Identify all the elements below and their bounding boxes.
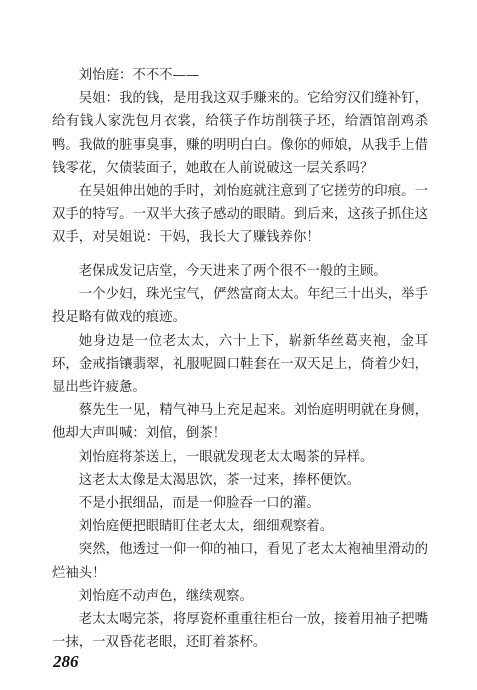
paragraph: 吴姐：我的钱，是用我这双手赚来的。它给穷汉们缝补钉，给有钱人家洗包月衣裳，给筷子作坊削筷子坯，给酒馆剖鸡杀鸭。我做的脏事臭事，赚的明明白白。像你的师娘，从我手上借钱零花，欠债装面子，她敢在人前说破这一层关系吗？	[52, 91, 428, 176]
page-number: 286	[53, 652, 79, 671]
text-section-two	[52, 260, 428, 654]
paragraph: 一个少妇，珠光宝气，俨然富商太太。年纪三十出头，举手投足略有做戏的痕迹。	[52, 287, 428, 326]
paragraph: 老太太喝完茶，将厚瓷杯重重往柜台一放，接着用袖子把嘴一抹，一双昏花老眼，还盯着茶杯。	[52, 612, 428, 651]
paragraph: 刘怡庭不动声色，继续观察。	[78, 588, 253, 604]
paragraph: 她身边是一位老太太，六十上下，崭新华丝葛夹袍，金耳环，金戒指镶翡翠，礼服呢圆口鞋套在一双天足上，倚着少妇，显出些许疲惫。	[52, 333, 428, 396]
paragraph: 刘怡庭便把眼睛盯住老太太，细细观察着。	[78, 519, 334, 535]
paragraph: 突然，他透过一仰一仰的袖口，看见了老太太袍袖里滑动的烂袖头！	[52, 542, 428, 581]
text-section-one	[52, 64, 428, 250]
paragraph: 刘怡庭将茶送上，一眼就发现老太太喝茶的异样。	[78, 449, 374, 465]
paragraph: 老保成发记店堂，今天进来了两个很不一般的主顾。	[78, 264, 387, 279]
paragraph: 不是小抿细品，而是一仰脸吞一口的灌。	[78, 496, 320, 512]
paragraph: 刘怡庭：不不不——	[78, 68, 200, 83]
paragraph: 这老太太像是太渴思饮，茶一过来，捧杯便饮。	[78, 472, 360, 488]
paragraph: 蔡先生一见，精气神马上充足起来。刘怡庭明明就在身侧，他却大声叫喊：刘倌，倒茶！	[52, 403, 428, 442]
paragraph: 在吴姐伸出她的手时，刘怡庭就注意到了它搓劳的印痕。一双手的特写。一双半大孩子感动的眼睛。到后来，这孩子抓住这双手，对吴姐说：干妈，我长大了赚钱养你！	[52, 184, 428, 246]
